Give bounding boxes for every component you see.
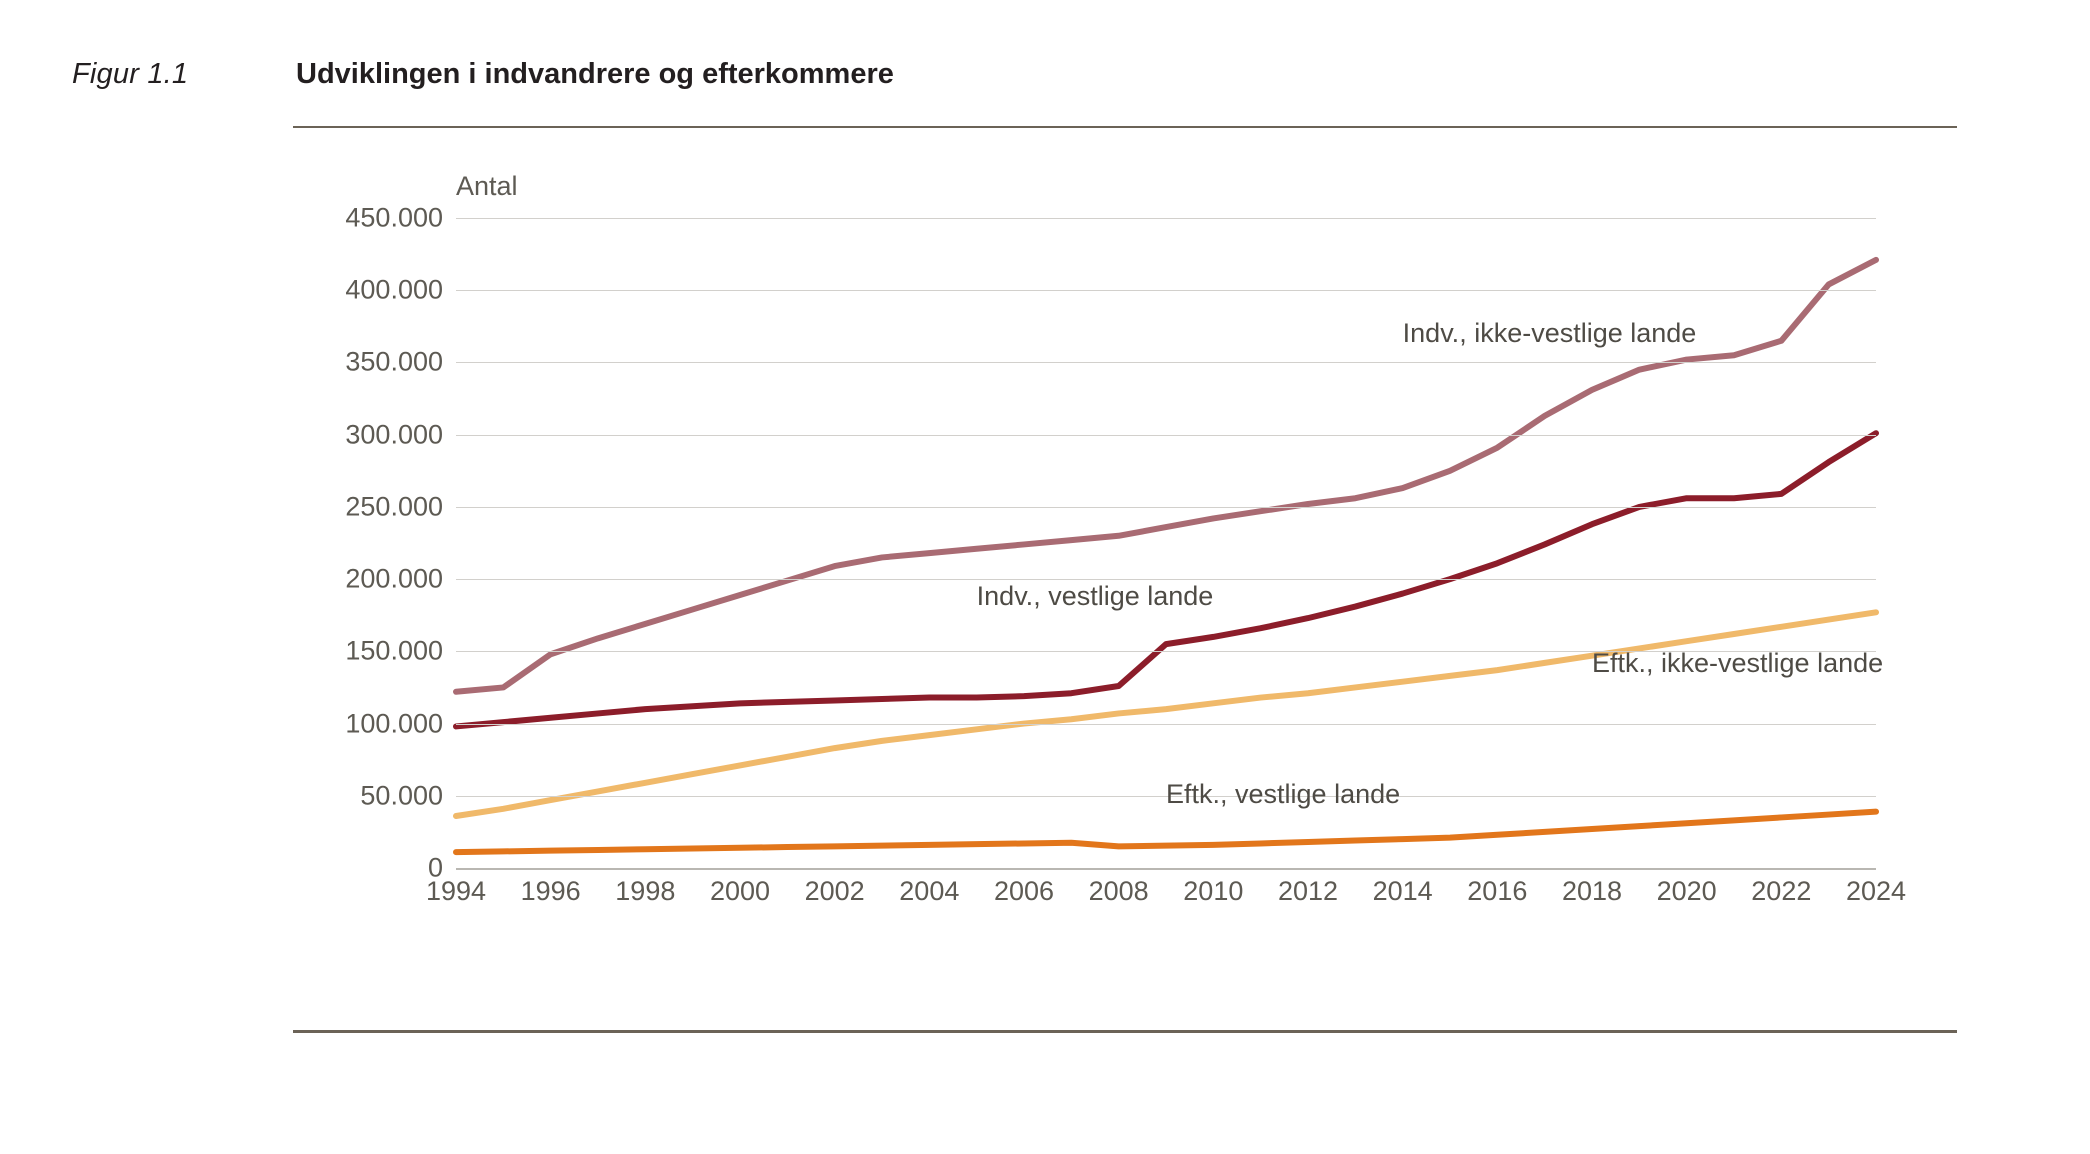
x-axis-tick-label: 2006 bbox=[993, 876, 1055, 906]
y-axis-tick-label: 350.000 bbox=[345, 346, 443, 377]
y-axis-unit-label: Antal bbox=[456, 171, 518, 201]
y-axis-tick-labels bbox=[293, 202, 443, 883]
gridline bbox=[456, 218, 1876, 219]
gridline bbox=[456, 435, 1876, 436]
x-axis-tick-label: 2018 bbox=[1561, 876, 1623, 906]
series-line bbox=[456, 812, 1876, 852]
series-lines bbox=[456, 218, 1876, 868]
series-annotation-label: Eftk., ikke-vestlige lande bbox=[1592, 647, 1884, 678]
x-axis-tick-label: 2012 bbox=[1277, 876, 1339, 906]
figure-header bbox=[0, 58, 1960, 98]
y-axis-tick-label: 250.000 bbox=[345, 491, 443, 522]
chart-area bbox=[293, 160, 1957, 1020]
y-axis-tick-label: 150.000 bbox=[345, 635, 443, 666]
y-axis-tick-label: 400.000 bbox=[345, 274, 443, 305]
x-axis-tick-label: 2002 bbox=[804, 876, 865, 906]
plot-canvas bbox=[456, 218, 1876, 868]
gridline bbox=[456, 362, 1876, 363]
figure-title: Udviklingen i indvandrere og efterkommere bbox=[296, 58, 894, 90]
x-axis-tick-label: 1998 bbox=[615, 876, 676, 906]
gridline bbox=[456, 579, 1876, 580]
y-axis-tick-label: 0 bbox=[427, 852, 443, 883]
y-axis-tick-label: 100.000 bbox=[345, 708, 443, 739]
x-axis-tick-label: 1996 bbox=[520, 876, 581, 906]
x-axis-tick-label: 2004 bbox=[899, 876, 960, 906]
x-axis-tick-label: 2022 bbox=[1751, 876, 1812, 906]
figure-number: Figur 1.1 bbox=[72, 58, 189, 90]
y-axis-tick-label: 450.000 bbox=[345, 202, 443, 233]
x-axis-tick-label: 2010 bbox=[1183, 876, 1244, 906]
y-axis-tick-label: 200.000 bbox=[345, 563, 443, 594]
series-annotation-label: Indv., vestlige lande bbox=[976, 581, 1214, 612]
y-axis-tick-label: 300.000 bbox=[345, 419, 443, 450]
series-annotation-label: Eftk., vestlige lande bbox=[1166, 779, 1401, 810]
y-axis-tick-label: 50.000 bbox=[360, 780, 443, 811]
gridline bbox=[456, 724, 1876, 725]
x-axis-tick-label: 2008 bbox=[1088, 876, 1149, 906]
x-axis-tick-label: 2024 bbox=[1845, 876, 1907, 906]
x-axis-tick-labels bbox=[425, 876, 1907, 916]
x-axis-tick-label: 2020 bbox=[1656, 876, 1717, 906]
gridline bbox=[456, 290, 1876, 291]
header-divider bbox=[293, 126, 1957, 128]
x-axis-line bbox=[456, 868, 1876, 870]
x-axis-tick-label: 2000 bbox=[709, 876, 771, 906]
x-axis-tick-label: 2016 bbox=[1467, 876, 1528, 906]
gridline bbox=[456, 507, 1876, 508]
footer-divider bbox=[293, 1030, 1957, 1033]
x-axis-tick-label: 1994 bbox=[425, 876, 487, 906]
x-axis-tick-label: 2014 bbox=[1372, 876, 1433, 906]
series-annotation-label: Indv., ikke-vestlige lande bbox=[1402, 318, 1697, 349]
